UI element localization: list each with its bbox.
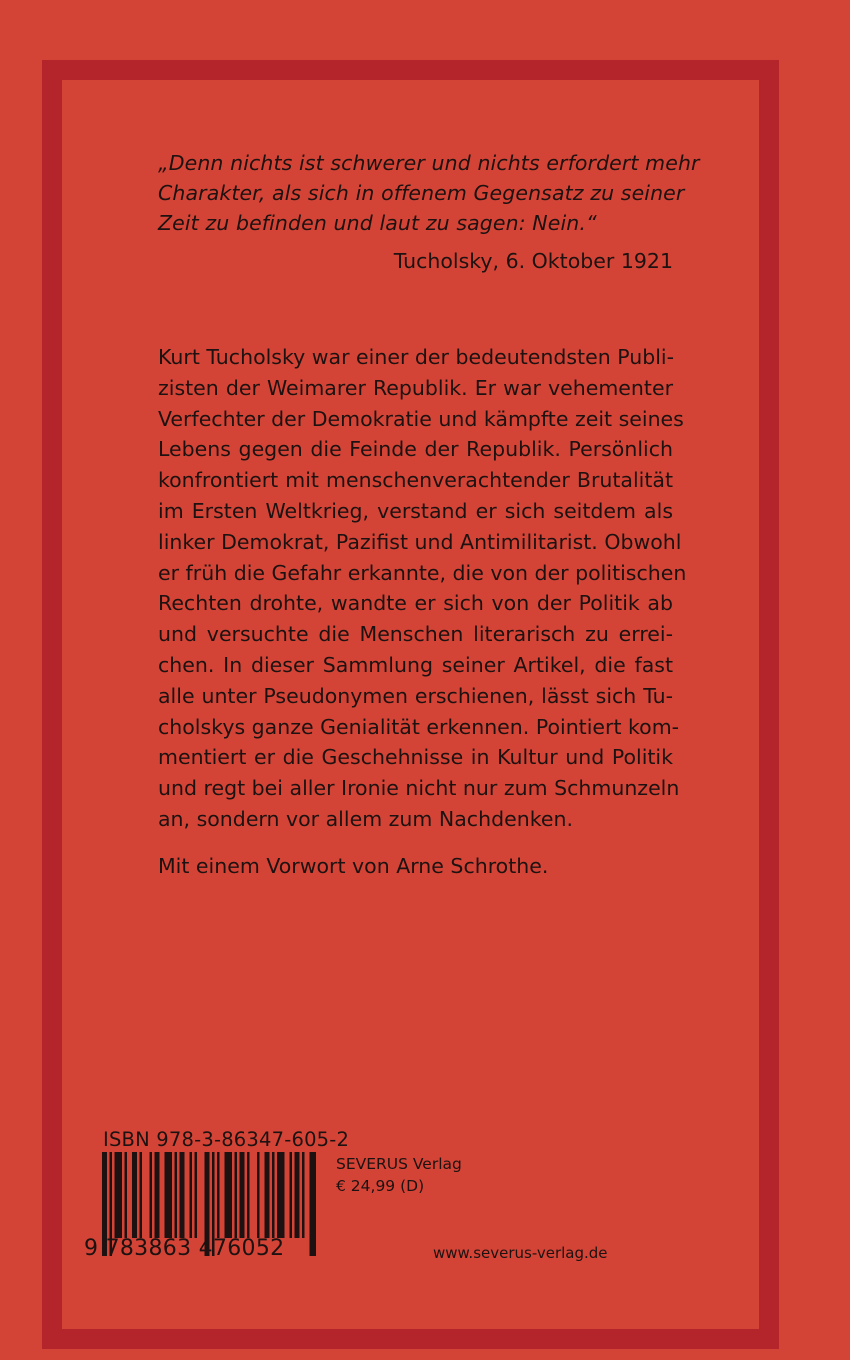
foreword-note: Mit einem Vorwort von Arne Schrothe. bbox=[158, 854, 549, 878]
publisher-name: SEVERUS Verlag bbox=[336, 1155, 462, 1173]
barcode-bar bbox=[115, 1152, 123, 1238]
description-line: Kurt Tucholsky war einer der bedeutendsten Publi- bbox=[158, 345, 675, 369]
barcode-bar bbox=[165, 1152, 173, 1238]
description-line: Lebens gegen die Feinde der Republik. Persönlich bbox=[158, 437, 673, 462]
barcode-bar bbox=[277, 1152, 285, 1238]
barcode-bar bbox=[240, 1152, 245, 1238]
barcode-bar bbox=[235, 1152, 238, 1238]
barcode-bar bbox=[295, 1152, 300, 1238]
barcode-bar bbox=[272, 1152, 275, 1238]
description-line: cholskys ganze Genialität erkennen. Pointiert kom- bbox=[158, 714, 680, 739]
barcode-bar bbox=[180, 1152, 185, 1238]
quote-attribution: Tucholsky, 6. Oktober 1921 bbox=[393, 249, 673, 273]
isbn-label: ISBN 978-3-86347-605-2 bbox=[103, 1128, 350, 1151]
description-line: linker Demokrat, Pazifist und Antimilitarist. Obwohl bbox=[158, 529, 682, 554]
barcode-bar bbox=[247, 1152, 250, 1238]
barcode-bar bbox=[175, 1152, 178, 1238]
price: € 24,99 (D) bbox=[336, 1177, 425, 1195]
description-line: und versuchte die Menschen literarisch zu errei- bbox=[158, 622, 673, 647]
description-line: chen. In dieser Sammlung seiner Artikel, die fast bbox=[158, 652, 673, 677]
description-line: mentiert er die Geschehnisse in Kultur und Politik bbox=[158, 745, 673, 770]
description-line: an, sondern vor allem zum Nachdenken. bbox=[158, 806, 573, 831]
description-line: Rechten drohte, wandte er sich von der Politik ab bbox=[158, 591, 673, 616]
barcode-bar bbox=[195, 1152, 198, 1238]
barcode-bar bbox=[150, 1152, 153, 1238]
barcode-bar bbox=[225, 1152, 233, 1238]
description-line: und regt bei aller Ironie nicht nur zum Schmunzeln bbox=[158, 776, 680, 801]
quote-line: „Denn nichts ist schwerer und nichts erfordert mehr bbox=[158, 151, 700, 175]
barcode-bar bbox=[310, 1152, 317, 1256]
barcode-bar bbox=[302, 1152, 305, 1238]
description-line: Verfechter der Demokratie und kämpfte zeit seines bbox=[158, 406, 684, 431]
description-line: konfrontiert mit menschenverachtender Brutalität bbox=[158, 468, 673, 493]
barcode-bar bbox=[155, 1152, 160, 1238]
quote-line: Charakter, als sich in offenem Gegensatz zu seiner bbox=[158, 181, 685, 205]
barcode-bar bbox=[132, 1152, 137, 1238]
description-line: er früh die Gefahr erkannte, die von der politischen bbox=[158, 560, 687, 585]
description-line: alle unter Pseudonymen erschienen, lässt sich Tu- bbox=[158, 683, 673, 708]
barcode-bar bbox=[290, 1152, 293, 1238]
epigraph-quote bbox=[158, 148, 700, 238]
barcode-bar bbox=[190, 1152, 193, 1238]
publisher-website: www.severus-verlag.de bbox=[433, 1244, 608, 1262]
barcode-bar bbox=[217, 1152, 220, 1238]
quote-line: Zeit zu befinden und laut zu sagen: Nein.“ bbox=[158, 211, 597, 235]
barcode-bar bbox=[140, 1152, 143, 1238]
publisher-info bbox=[336, 1153, 462, 1197]
barcode-digits: 9 783863 476052 bbox=[84, 1236, 285, 1261]
barcode-bar bbox=[125, 1152, 128, 1238]
barcode-bar bbox=[257, 1152, 260, 1238]
book-description bbox=[158, 342, 687, 835]
description-line: zisten der Weimarer Republik. Er war vehementer bbox=[158, 375, 673, 400]
barcode-bar bbox=[265, 1152, 270, 1238]
description-line: im Ersten Weltkrieg, verstand er sich seitdem als bbox=[158, 498, 673, 523]
